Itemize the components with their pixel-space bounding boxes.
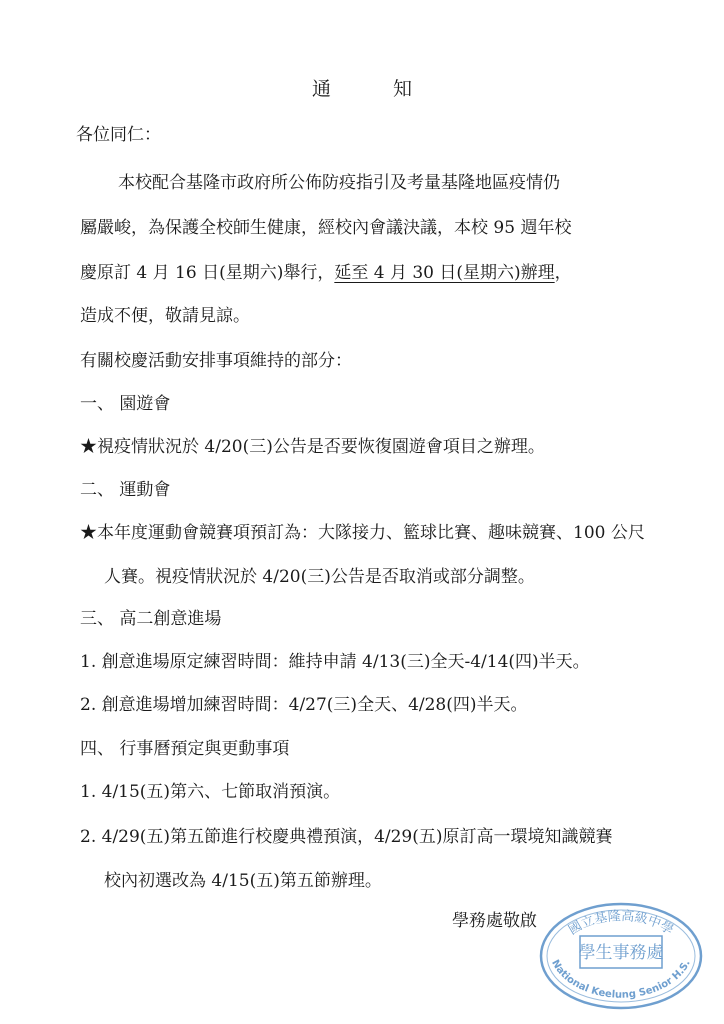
document-title: 通 知 — [311, 78, 441, 100]
section-line: 人賽。視疫情狀況於 4/20(三)公告是否取消或部分調整。 — [104, 567, 535, 587]
paragraph-line-3 — [80, 262, 572, 284]
greeting: 各位同仁： — [76, 125, 161, 145]
paragraph-line-4: 造成不便，敬請見諒。 — [80, 306, 250, 326]
postponed-date-text: 延至 4 月 30 日(星期六)辦理 — [334, 263, 555, 283]
section-heading: 三、 高二創意進場 — [80, 609, 222, 629]
section-line: 1. 創意進場原定練習時間：維持申請 4/13(三)全天-4/14(四)半天。 — [80, 652, 590, 672]
stamp-bottom-text: National Keelung Senior H.S. — [549, 958, 693, 1001]
section-line: ★視疫情狀況於 4/20(三)公告是否要恢復園遊會項目之辦理。 — [80, 437, 545, 457]
signature: 學務處敬啟 — [452, 911, 537, 931]
paragraph-line-1: 本校配合基隆市政府所公佈防疫指引及考量基隆地區疫情仍 — [118, 173, 560, 193]
section-line: 1. 4/15(五)第六、七節取消預演。 — [80, 782, 341, 802]
intro-line: 有關校慶活動安排事項維持的部分： — [80, 351, 352, 371]
stamp-graphic — [536, 898, 706, 1010]
section-line: 2. 創意進場增加練習時間：4/27(三)全天、4/28(四)半天。 — [80, 695, 528, 715]
section-line: 2. 4/29(五)第五節進行校慶典禮預演，4/29(五)原訂高一環境知識競賽 — [80, 827, 613, 847]
stamp-top-text: 國立基隆高級中學 — [566, 909, 676, 939]
section-line: 校內初選改為 4/15(五)第五節辦理。 — [104, 871, 382, 891]
stamp-center-text: 學生事務處 — [578, 943, 664, 963]
section-heading: 一、 園遊會 — [80, 394, 171, 414]
school-seal-stamp — [536, 898, 706, 1010]
section-heading: 二、 運動會 — [80, 480, 171, 500]
section-heading: 四、 行事曆預定與更動事項 — [80, 739, 290, 759]
section-line: ★本年度運動會競賽項預訂為：大隊接力、籃球比賽、趣味競賽、100 公尺 — [80, 523, 645, 543]
paragraph-line-3-text: 慶原訂 4 月 16 日(星期六)舉行， — [80, 263, 335, 283]
paragraph-line-2: 屬嚴峻，為保護全校師生健康，經校內會議決議，本校 95 週年校 — [80, 218, 572, 238]
paragraph-line-3-end: ， — [554, 263, 572, 283]
